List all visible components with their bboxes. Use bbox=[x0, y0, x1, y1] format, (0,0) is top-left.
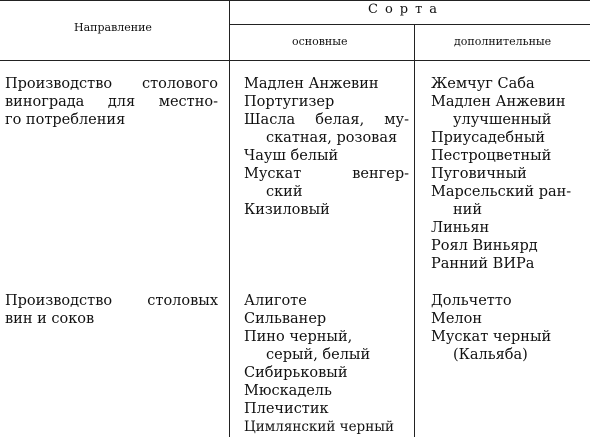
variety-item: Дольчетто bbox=[431, 293, 512, 309]
variety-item: Пино черный, bbox=[244, 329, 353, 345]
variety-item: улучшенный bbox=[453, 112, 552, 128]
header-sorts: Сорта bbox=[368, 2, 445, 17]
row-1-direction-line: Производство столового bbox=[5, 76, 218, 92]
variety-item: Шасла белая, му- bbox=[244, 112, 409, 128]
variety-item: Кизиловый bbox=[244, 202, 330, 218]
row-1-main-varieties bbox=[244, 75, 409, 219]
column-divider-2 bbox=[414, 24, 415, 437]
variety-item: Мускат черный bbox=[431, 329, 552, 345]
variety-item: Чауш белый bbox=[244, 148, 339, 164]
row-2-direction-line: вин и соков bbox=[5, 311, 95, 327]
variety-item: Португизер bbox=[244, 94, 335, 110]
variety-item: Сильванер bbox=[244, 311, 327, 327]
variety-item: Мадлен Анжевин bbox=[431, 94, 566, 110]
row-1-direction bbox=[5, 75, 218, 129]
header-bottom-rule bbox=[0, 60, 590, 61]
variety-item: Плечистик bbox=[244, 401, 329, 417]
variety-item: Мадлен Анжевин bbox=[244, 76, 379, 92]
variety-item: Линьян bbox=[431, 220, 490, 236]
variety-item: Приусадебный bbox=[431, 130, 545, 146]
table-top-rule bbox=[0, 0, 590, 1]
row-1-direction-line: го потребления bbox=[5, 112, 126, 128]
variety-item: Сибирьковый bbox=[244, 365, 348, 381]
variety-item: ский bbox=[266, 184, 303, 200]
variety-item: Алиготе bbox=[244, 293, 307, 309]
variety-item: Жемчуг Саба bbox=[431, 76, 535, 92]
variety-item: Пестроцветный bbox=[431, 148, 552, 164]
row-2-main-varieties bbox=[244, 292, 412, 436]
variety-item: (Кальяба) bbox=[453, 347, 528, 363]
variety-item: Мелон bbox=[431, 311, 483, 327]
variety-item: Цимлянский черный bbox=[244, 419, 394, 435]
variety-item: серый, белый bbox=[266, 347, 371, 363]
variety-item: Марсельский ран- bbox=[431, 184, 572, 200]
variety-item: Мюскадель bbox=[244, 383, 332, 399]
row-2-direction-line: Производство столовых bbox=[5, 293, 218, 309]
variety-item: Мускат венгер- bbox=[244, 166, 409, 182]
header-main: основные bbox=[292, 35, 348, 48]
variety-item: Ранний ВИРа bbox=[431, 256, 535, 272]
variety-item: Пуговичный bbox=[431, 166, 527, 182]
row-2-direction bbox=[5, 292, 218, 328]
variety-item: скатная, розовая bbox=[266, 130, 398, 146]
row-1-direction-line: винограда для местно- bbox=[5, 94, 218, 110]
variety-item: Роял Виньярд bbox=[431, 238, 538, 254]
header-direction: Направление bbox=[74, 21, 152, 34]
header-sub-rule bbox=[229, 24, 590, 25]
row-1-additional-varieties bbox=[431, 75, 589, 273]
row-2-additional-varieties bbox=[431, 292, 589, 364]
header-additional: дополнительные bbox=[454, 35, 552, 48]
column-divider-1 bbox=[229, 0, 230, 437]
variety-item: ний bbox=[453, 202, 482, 218]
